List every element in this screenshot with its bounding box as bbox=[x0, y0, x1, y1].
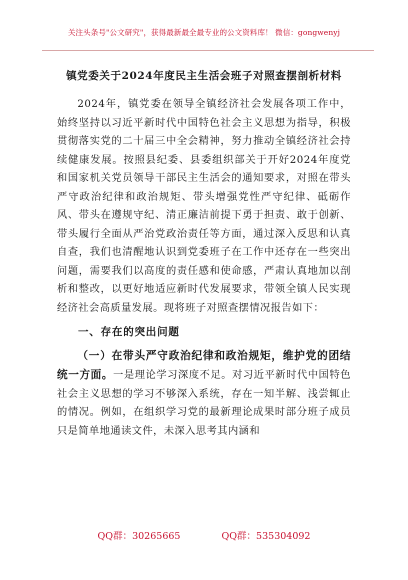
subsection-paragraph bbox=[57, 347, 351, 442]
intro-paragraph: 2024年，镇党委在领导全镇经济社会发展各项工作中，始终坚持以习近平新时代中国特色社会主义思想为指导，积极贯彻落实党的二十届三中全会精神，努力推动全镇经济社会持续健康发展。按照县纪委、县委组织部关于开好2024年度党和国家机关党员领导干部民主生活会的通知要求，对照在带头严守政治纪律和政治规矩、带头增强党性严守纪律、砥砺作风、带头在遵规守纪、清正廉洁前提下勇于担责、敢于创新、带头履行全面从严治党政治责任等方面，通过深入反思和认真自查，我们也清醒地认识到党委班子在工作中还存在一些突出问题，需要我们以高度的责任感和使命感，严肃认真地加以剖析和整改，以更好地适应新时代发展要求，带领全镇人民实现经济社会高质量发展。现将班子对照查摆情况报告如下： bbox=[57, 99, 351, 314]
header-notice: 关注头条号"公文研究"，获得最新最全最专业的公文资料库！ 微信：gongwenyj bbox=[67, 28, 341, 37]
footer-qq-group-1: QQ群：30265665 bbox=[97, 531, 181, 542]
subsection-lead: （一）在带头严守政治纪律和政治规矩，维护党的团结统一方面。 bbox=[57, 349, 351, 381]
subsection-body: 一是理论学习深度不足。对习近平新时代中国特色社会主义思想的学习不够深入系统，存在一知半解、浅尝辄止的情况。例如，在组织学习党的最新理论成果时部分班子成员只是简单地通读文件，未深入思考其内涵和 bbox=[57, 370, 351, 437]
page-footer bbox=[0, 528, 408, 542]
header-divider bbox=[42, 50, 374, 51]
document-title: 镇党委关于2024年度民主生活会班子对照查摆剖析材料 bbox=[66, 70, 342, 82]
document-body bbox=[57, 96, 351, 441]
section-heading: 一、存在的突出问题 bbox=[78, 326, 180, 338]
page-header bbox=[0, 0, 408, 56]
footer-qq-group-2: QQ群：535304092 bbox=[221, 531, 311, 542]
